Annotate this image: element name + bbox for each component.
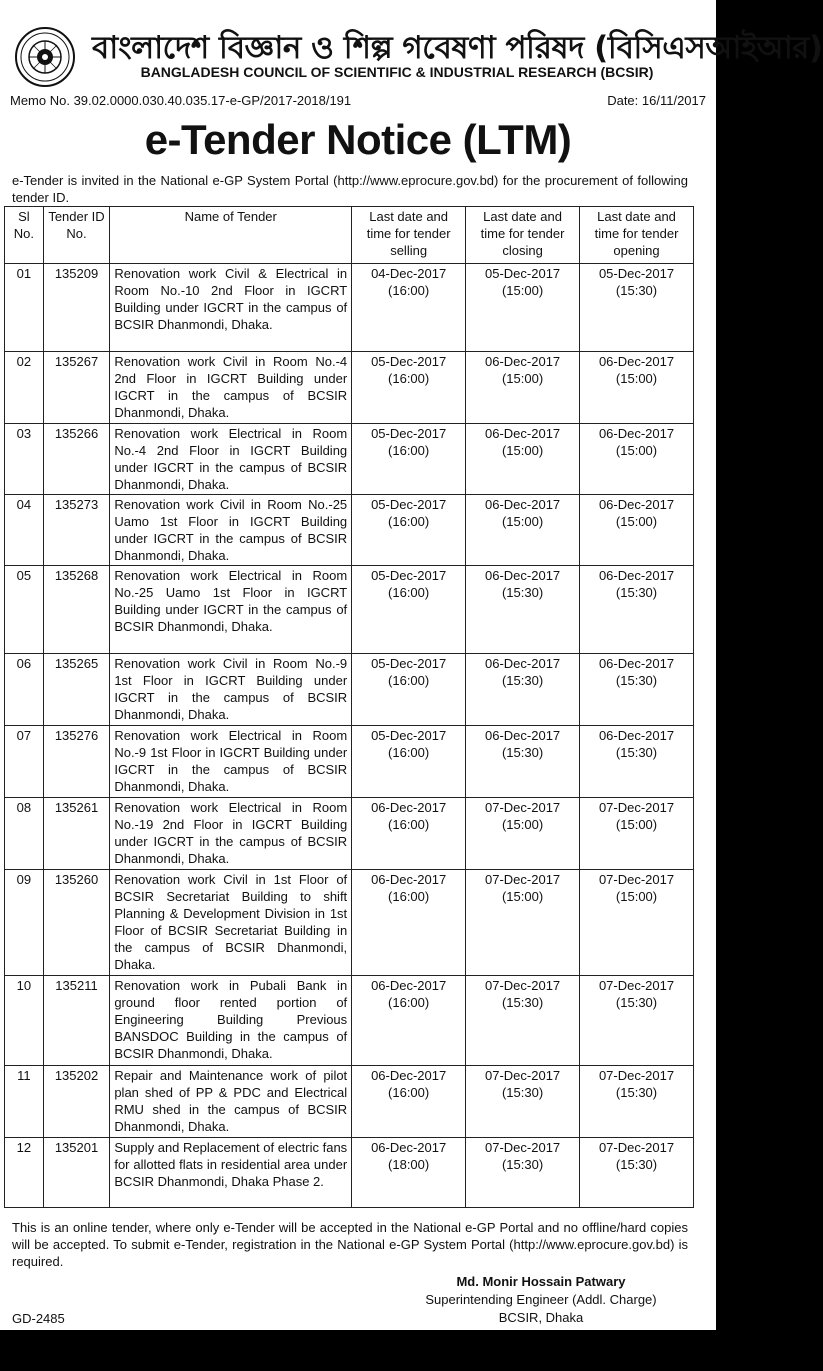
header-opening: Last date and time for tender opening — [580, 207, 694, 264]
memo-date: Date: 16/11/2017 — [607, 93, 706, 108]
selling-date: 05-Dec-2017 — [371, 497, 447, 512]
opening-time: (15:30) — [615, 283, 658, 298]
opening-date: 07-Dec-2017 — [598, 800, 675, 815]
selling-date: 05-Dec-2017 — [371, 728, 447, 743]
selling-time: (16:00) — [388, 283, 430, 298]
cell-closing — [466, 1138, 580, 1208]
selling-time: (16:00) — [388, 889, 430, 904]
selling-time: (16:00) — [388, 514, 430, 529]
opening-time: (15:30) — [615, 585, 658, 600]
cell-tender-id: 135211 — [43, 976, 110, 1066]
opening-date: 06-Dec-2017 — [598, 354, 675, 369]
cell-opening — [580, 976, 694, 1066]
closing-time: (15:00) — [501, 889, 544, 904]
cell-opening — [580, 1066, 694, 1138]
memo-number: Memo No. 39.02.0000.030.40.035.17-e-GP/2017-2018/191 — [10, 93, 352, 108]
closing-date: 06-Dec-2017 — [485, 354, 561, 369]
opening-date: 06-Dec-2017 — [598, 568, 675, 583]
memo-row — [10, 93, 706, 111]
cell-tender-id: 135260 — [43, 870, 110, 976]
cell-tender-name: Renovation work Electrical in Room No.-19 2nd Floor in IGCRT Building under IGCRT in the campus of BCSIR Dhanmondi, Dhaka. — [110, 798, 352, 870]
table-row — [5, 424, 694, 495]
cell-closing — [466, 566, 580, 654]
cell-sl: 02 — [5, 352, 44, 424]
opening-time: (15:00) — [615, 817, 658, 832]
closing-time: (15:30) — [501, 585, 544, 600]
cell-tender-name: Renovation work Electrical in Room No.-25 Uamo 1st Floor in IGCRT Building under IGCRT in the campus of BCSIR Dhanmondi, Dhaka. — [110, 566, 352, 654]
cell-sl: 07 — [5, 726, 44, 798]
cell-tender-name: Renovation work Civil in Room No.-25 Uamo 1st Floor in IGCRT Building under IGCRT in the campus of BCSIR Dhanmondi, Dhaka. — [110, 495, 352, 566]
opening-date: 07-Dec-2017 — [598, 1068, 675, 1083]
cell-selling — [352, 976, 466, 1066]
selling-time: (16:00) — [388, 443, 430, 458]
cell-closing — [466, 798, 580, 870]
opening-time: (15:30) — [615, 745, 658, 760]
cell-tender-id: 135209 — [43, 264, 110, 352]
cell-opening — [580, 798, 694, 870]
opening-time: (15:30) — [615, 1157, 658, 1172]
cell-tender-id: 135267 — [43, 352, 110, 424]
selling-date: 04-Dec-2017 — [371, 266, 447, 281]
cell-tender-id: 135265 — [43, 654, 110, 726]
cell-selling — [352, 495, 466, 566]
cell-opening — [580, 1138, 694, 1208]
tender-rows — [5, 264, 694, 1208]
cell-selling — [352, 566, 466, 654]
cell-tender-id: 135266 — [43, 424, 110, 495]
cell-tender-id: 135261 — [43, 798, 110, 870]
table-header-row — [5, 207, 694, 264]
cell-sl: 12 — [5, 1138, 44, 1208]
cell-sl: 09 — [5, 870, 44, 976]
selling-date: 06-Dec-2017 — [371, 1140, 447, 1155]
cell-tender-name: Supply and Replacement of electric fans for allotted flats in residential area under BCSIR Dhanmondi, Dhaka Phase 2. — [110, 1138, 352, 1208]
selling-date: 05-Dec-2017 — [371, 354, 447, 369]
closing-date: 07-Dec-2017 — [485, 978, 561, 993]
table-row — [5, 654, 694, 726]
selling-time: (16:00) — [388, 745, 430, 760]
closing-date: 07-Dec-2017 — [485, 872, 561, 887]
cell-tender-id: 135276 — [43, 726, 110, 798]
table-row — [5, 495, 694, 566]
cell-selling — [352, 870, 466, 976]
cell-closing — [466, 264, 580, 352]
cell-tender-name: Renovation work Civil in Room No.-4 2nd Floor in IGCRT Building under IGCRT in the campus of BCSIR Dhanmondi, Dhaka. — [110, 352, 352, 424]
selling-date: 06-Dec-2017 — [371, 800, 447, 815]
cell-closing — [466, 1066, 580, 1138]
cell-tender-name: Renovation work Civil in Room No.-9 1st Floor in IGCRT Building under IGCRT in the campus of BCSIR Dhanmondi, Dhaka. — [110, 654, 352, 726]
cell-selling — [352, 264, 466, 352]
cell-closing — [466, 424, 580, 495]
closing-date: 06-Dec-2017 — [485, 426, 561, 441]
selling-date: 06-Dec-2017 — [371, 1068, 447, 1083]
header-closing: Last date and time for tender closing — [466, 207, 580, 264]
closing-time: (15:00) — [501, 283, 544, 298]
opening-date: 06-Dec-2017 — [598, 656, 675, 671]
selling-date: 06-Dec-2017 — [371, 978, 447, 993]
selling-time: (18:00) — [388, 1157, 430, 1172]
closing-date: 06-Dec-2017 — [485, 568, 561, 583]
selling-time: (16:00) — [388, 585, 430, 600]
cell-closing — [466, 654, 580, 726]
cell-opening — [580, 352, 694, 424]
cell-tender-id: 135201 — [43, 1138, 110, 1208]
closing-date: 05-Dec-2017 — [485, 266, 561, 281]
selling-time: (16:00) — [388, 673, 430, 688]
cell-selling — [352, 798, 466, 870]
opening-date: 06-Dec-2017 — [598, 728, 675, 743]
org-name-bangla: বাংলাদেশ বিজ্ঞান ও শিল্প গবেষণা পরিষদ (বিসিএসআইআর) — [92, 30, 823, 66]
closing-time: (15:30) — [501, 745, 544, 760]
opening-time: (15:30) — [615, 995, 658, 1010]
opening-time: (15:00) — [615, 371, 658, 386]
cell-tender-name: Renovation work Electrical in Room No.-4 2nd Floor in IGCRT Building under IGCRT in the campus of BCSIR Dhanmondi, Dhaka. — [110, 424, 352, 495]
table-row — [5, 1066, 694, 1138]
tender-table — [4, 206, 694, 1208]
closing-date: 07-Dec-2017 — [485, 1068, 561, 1083]
closing-time: (15:30) — [501, 1085, 544, 1100]
opening-date: 05-Dec-2017 — [598, 266, 675, 281]
opening-time: (15:00) — [615, 889, 658, 904]
cell-sl: 06 — [5, 654, 44, 726]
cell-tender-id: 135268 — [43, 566, 110, 654]
signatory-org: BCSIR, Dhaka — [498, 1310, 584, 1325]
header-name: Name of Tender — [110, 207, 352, 264]
opening-date: 06-Dec-2017 — [598, 497, 675, 512]
opening-time: (15:30) — [615, 1085, 658, 1100]
table-row — [5, 264, 694, 352]
closing-time: (15:00) — [501, 371, 544, 386]
cell-selling — [352, 726, 466, 798]
table-row — [5, 798, 694, 870]
cell-opening — [580, 495, 694, 566]
header-tender-id: Tender ID No. — [43, 207, 110, 264]
cell-closing — [466, 352, 580, 424]
selling-time: (16:00) — [388, 995, 430, 1010]
closing-time: (15:30) — [501, 673, 544, 688]
cell-opening — [580, 654, 694, 726]
signatory-title: Superintending Engineer (Addl. Charge) — [425, 1292, 657, 1307]
closing-date: 06-Dec-2017 — [485, 728, 561, 743]
opening-date: 07-Dec-2017 — [598, 872, 675, 887]
cell-selling — [352, 424, 466, 495]
table-row — [5, 566, 694, 654]
closing-date: 06-Dec-2017 — [485, 497, 561, 512]
closing-time: (15:00) — [501, 443, 544, 458]
org-name-english: BANGLADESH COUNCIL OF SCIENTIFIC & INDUSTRIAL RESEARCH (BCSIR) — [140, 64, 654, 80]
cell-sl: 11 — [5, 1066, 44, 1138]
footer-notice: This is an online tender, where only e-Tender will be accepted in the National e-GP Portal and no offline/hard copies will be accepted. To submit e-Tender, registration in the National e-GP System Portal (http://www.eprocure.gov.bd) is required. — [12, 1220, 688, 1269]
cell-sl: 04 — [5, 495, 44, 566]
table-row — [5, 352, 694, 424]
opening-time: (15:30) — [615, 673, 658, 688]
cell-opening — [580, 264, 694, 352]
opening-date: 07-Dec-2017 — [598, 1140, 675, 1155]
cell-tender-id: 135202 — [43, 1066, 110, 1138]
letterhead — [0, 0, 823, 88]
closing-time: (15:00) — [501, 514, 544, 529]
cell-closing — [466, 870, 580, 976]
selling-date: 05-Dec-2017 — [371, 656, 447, 671]
intro-paragraph: e-Tender is invited in the National e-GP System Portal (http://www.eprocure.gov.bd) for the procurement of following tender ID. — [12, 173, 688, 205]
cell-selling — [352, 1138, 466, 1208]
cell-opening — [580, 726, 694, 798]
header-selling: Last date and time for tender selling — [352, 207, 466, 264]
cell-opening — [580, 566, 694, 654]
opening-time: (15:00) — [615, 514, 658, 529]
table-row — [5, 1138, 694, 1208]
cell-tender-name: Renovation work Civil & Electrical in Room No.-10 2nd Floor in IGCRT Building under IGCRT in the campus of BCSIR Dhanmondi, Dhaka. — [110, 264, 352, 352]
cell-closing — [466, 495, 580, 566]
cell-tender-name: Renovation work Civil in 1st Floor of BCSIR Secretariat Building to shift Planning & Development Division in 1st Floor of BCSIR Secretariat Building in the campus of BCSIR Dhanmondi, Dhaka. — [110, 870, 352, 976]
closing-time: (15:00) — [501, 817, 544, 832]
table-row — [5, 976, 694, 1066]
closing-date: 07-Dec-2017 — [485, 1140, 561, 1155]
cell-closing — [466, 726, 580, 798]
cell-closing — [466, 976, 580, 1066]
table-row — [5, 870, 694, 976]
closing-time: (15:30) — [501, 1157, 544, 1172]
cell-selling — [352, 352, 466, 424]
opening-date: 06-Dec-2017 — [598, 426, 675, 441]
selling-date: 05-Dec-2017 — [371, 568, 447, 583]
selling-time: (16:00) — [388, 371, 430, 386]
selling-time: (16:00) — [388, 1085, 430, 1100]
opening-time: (15:00) — [615, 443, 658, 458]
cell-tender-name: Renovation work in Pubali Bank in ground floor rented portion of Engineering Building Previous BANSDOC Building in the campus of BCSIR Dhanmondi, Dhaka. — [110, 976, 352, 1066]
cell-sl: 08 — [5, 798, 44, 870]
bcsir-seal-icon — [14, 26, 76, 88]
selling-date: 05-Dec-2017 — [371, 426, 447, 441]
selling-time: (16:00) — [388, 817, 430, 832]
cell-sl: 01 — [5, 264, 44, 352]
opening-date: 07-Dec-2017 — [598, 978, 675, 993]
table-row — [5, 726, 694, 798]
cell-sl: 10 — [5, 976, 44, 1066]
cell-selling — [352, 1066, 466, 1138]
selling-date: 06-Dec-2017 — [371, 872, 447, 887]
cell-sl: 05 — [5, 566, 44, 654]
signatory-name: Md. Monir Hossain Patwary — [456, 1274, 626, 1289]
cell-opening — [580, 424, 694, 495]
cell-tender-id: 135273 — [43, 495, 110, 566]
gd-number: GD-2485 — [12, 1311, 65, 1326]
closing-time: (15:30) — [501, 995, 544, 1010]
cell-sl: 03 — [5, 424, 44, 495]
cell-tender-name: Repair and Maintenance work of pilot plan shed of PP & PDC and Electrical RMU shed in the campus of BCSIR Dhanmondi, Dhaka. — [110, 1066, 352, 1138]
cell-tender-name: Renovation work Electrical in Room No.-9 1st Floor in IGCRT Building under IGCRT in the campus of BCSIR Dhanmondi, Dhaka. — [110, 726, 352, 798]
closing-date: 06-Dec-2017 — [485, 656, 561, 671]
page-title: e-Tender Notice (LTM) — [144, 116, 572, 163]
header-sl: Sl No. — [5, 207, 44, 264]
signature-block — [386, 1273, 696, 1327]
closing-date: 07-Dec-2017 — [485, 800, 561, 815]
cell-opening — [580, 870, 694, 976]
cell-selling — [352, 654, 466, 726]
